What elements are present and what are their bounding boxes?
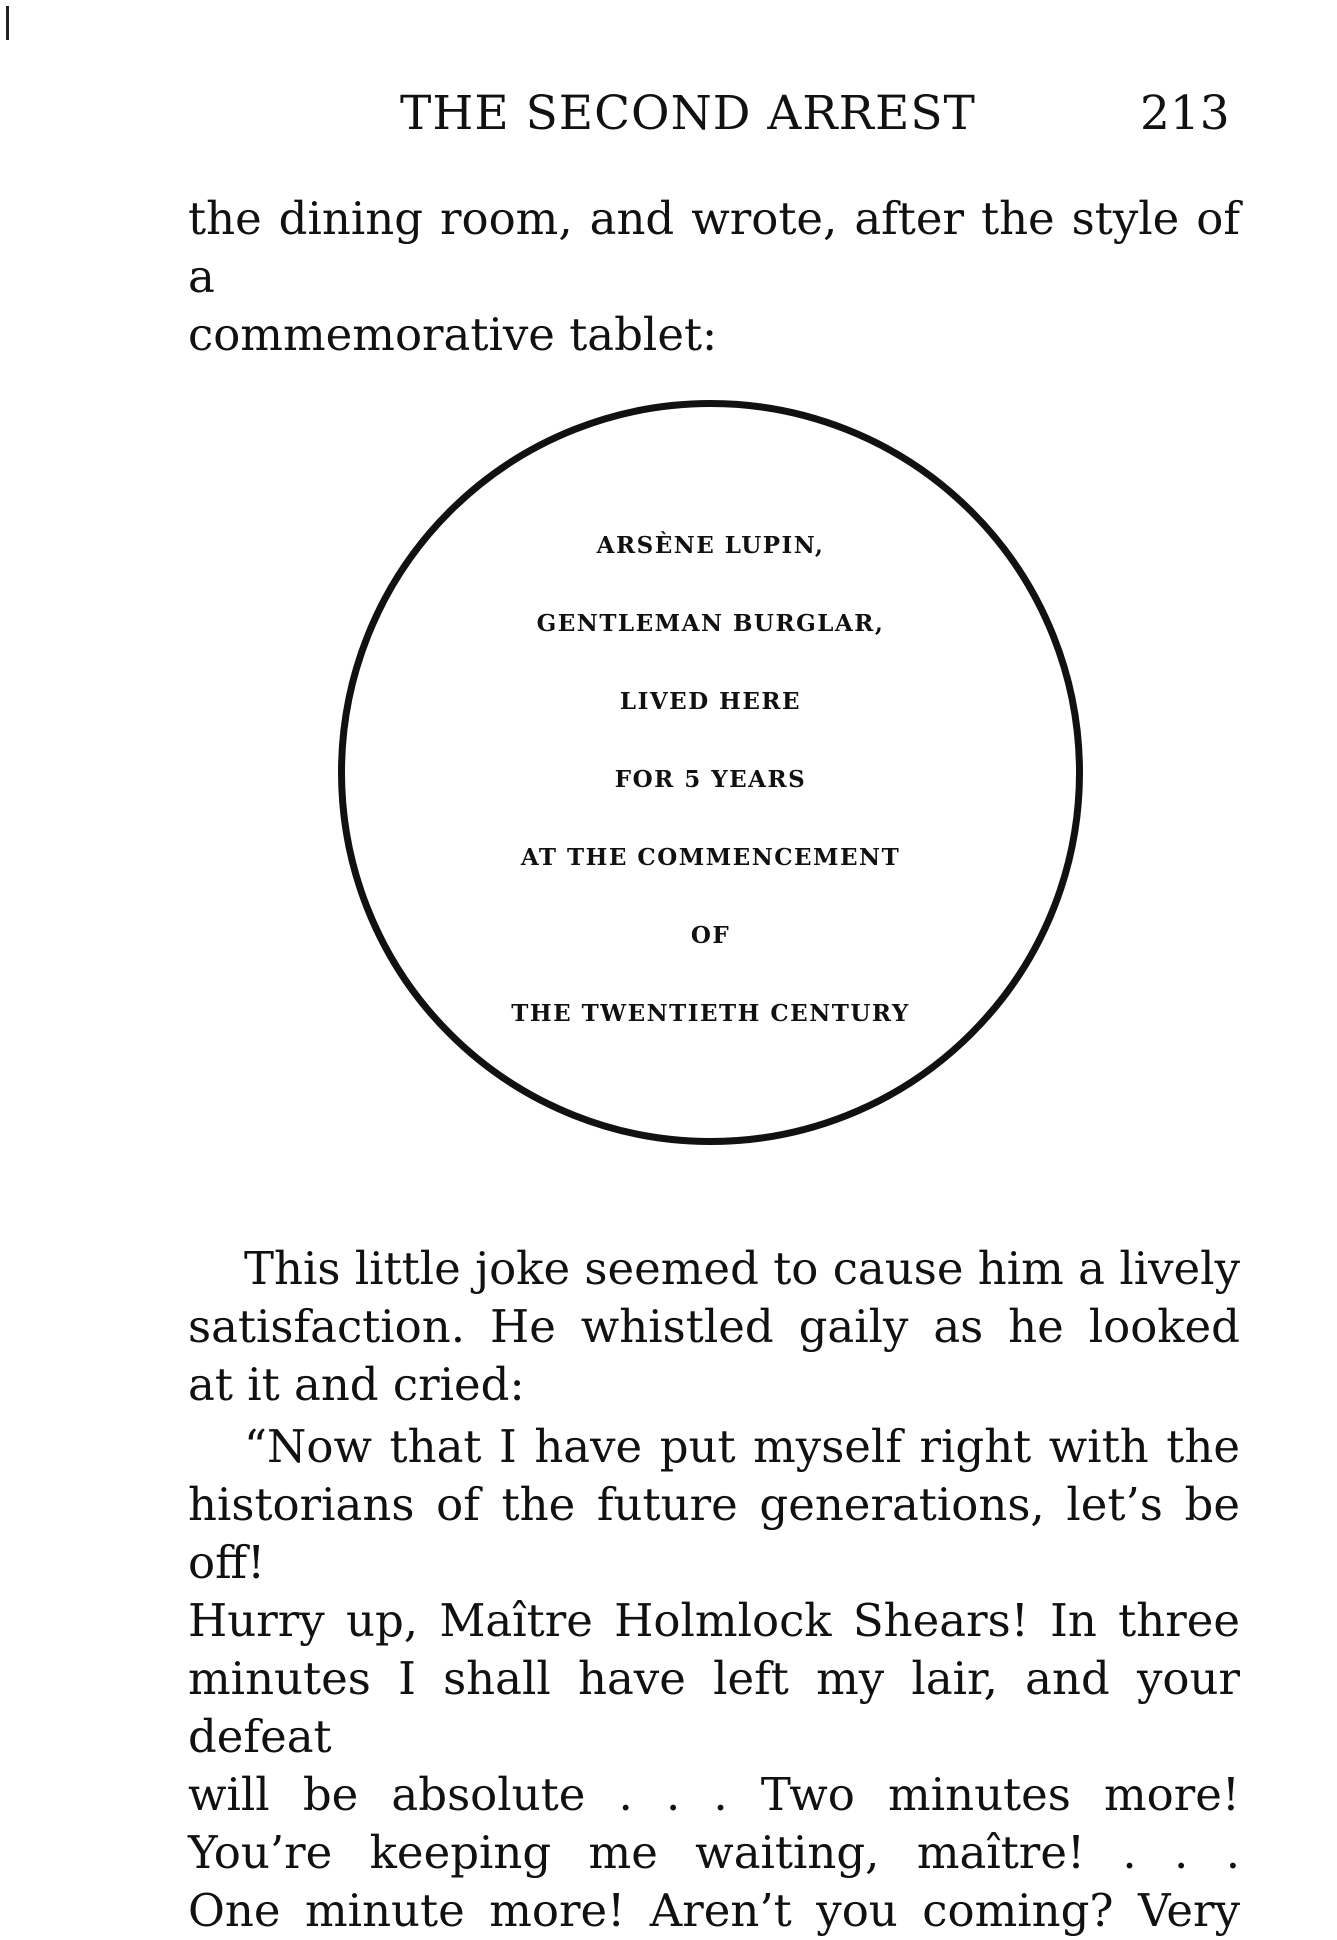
text-line: One minute more! Aren’t you coming? Very — [188, 1884, 1240, 1937]
commemorative-tablet — [338, 400, 1083, 1145]
text-line: This little joke seemed to cause him a lively — [244, 1242, 1240, 1295]
text-line: You’re keeping me waiting, maître! . . . — [188, 1826, 1240, 1879]
tablet-line: ARSÈNE LUPIN, — [596, 532, 825, 559]
text-line: the dining room, and wrote, after the style of a — [188, 192, 1240, 303]
text-line: commemorative tablet: — [188, 308, 718, 361]
paragraph-intro — [188, 190, 1240, 364]
text-line: satisfaction. He whistled gaily as he looked — [188, 1300, 1240, 1353]
tablet-line: AT THE COMMENCEMENT — [520, 844, 901, 871]
text-line: at it and cried: — [188, 1358, 525, 1411]
tablet-line: FOR 5 YEARS — [614, 766, 807, 793]
tablet-line: OF — [690, 922, 731, 949]
tablet-line: THE TWENTIETH CENTURY — [511, 1000, 910, 1027]
paragraph-joke — [188, 1240, 1240, 1414]
tablet-line: LIVED HERE — [619, 688, 802, 715]
page-header — [0, 86, 1337, 146]
text-line: minutes I shall have left my lair, and your defeat — [188, 1652, 1240, 1763]
running-title: THE SECOND ARREST — [400, 86, 976, 141]
paragraph-dialogue — [188, 1418, 1240, 1940]
text-line: Hurry up, Maître Holmlock Shears! In three — [188, 1594, 1240, 1647]
text-line: historians of the future generations, let’s be off! — [188, 1478, 1240, 1589]
text-line: “Now that I have put myself right with the — [244, 1420, 1240, 1473]
page-number: 213 — [1140, 86, 1230, 141]
tablet-inscription — [345, 532, 1076, 1078]
tablet-line: GENTLEMAN BURGLAR, — [536, 610, 885, 637]
page-edge-mark — [6, 6, 9, 40]
text-line: will be absolute . . . Two minutes more! — [188, 1768, 1240, 1821]
